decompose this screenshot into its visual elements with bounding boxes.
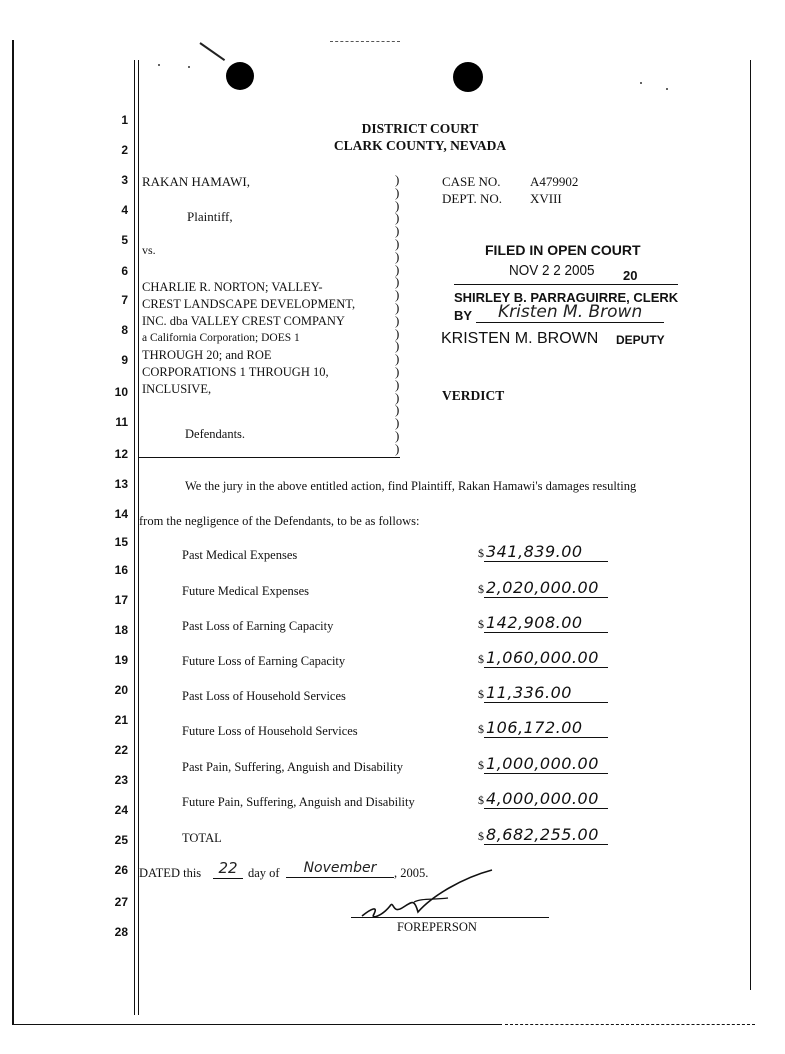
currency-symbol: $ (478, 793, 484, 807)
line-number: 2 (121, 143, 128, 157)
damage-amount-value: 2,020,000.00 (484, 578, 608, 598)
punch-hole-left (226, 62, 254, 90)
scan-dot (640, 82, 642, 84)
foreperson-line (351, 917, 549, 918)
line-number: 13 (114, 477, 128, 491)
plaintiff-name: RAKAN HAMAWI, (142, 174, 251, 189)
line-number: 15 (114, 535, 128, 549)
case-no-value: A479902 (530, 174, 579, 189)
line-number: 4 (121, 203, 128, 217)
currency-symbol: $ (478, 617, 484, 631)
top-scan-line (330, 41, 400, 43)
line-number: 8 (121, 323, 128, 337)
foreperson-label: FOREPERSON (397, 920, 477, 934)
dated-day (213, 859, 243, 879)
defendant-line: CHARLIE R. NORTON; VALLEY- (142, 280, 323, 294)
filed-stamp-title: FILED IN OPEN COURT (485, 242, 641, 258)
currency-symbol: $ (478, 582, 484, 596)
dated-year: , 2005. (394, 866, 429, 880)
filed-stamp-by-line (476, 322, 664, 323)
filed-stamp-date: NOV 2 2 2005 (509, 262, 595, 279)
damage-label: Past Pain, Suffering, Anguish and Disability (182, 760, 403, 774)
defendant-line: INC. dba VALLEY CREST COMPANY (142, 314, 345, 328)
line-number: 3 (121, 173, 128, 187)
damage-amount-value: 4,000,000.00 (484, 789, 608, 809)
currency-symbol: $ (478, 652, 484, 666)
left-margin-rule-outer (12, 40, 14, 1025)
damage-amount (478, 578, 608, 598)
dated-day-of: day of (248, 866, 280, 880)
caption-bottom-rule (138, 457, 400, 458)
line-number: 10 (114, 385, 128, 399)
court-title: DISTRICT COURT (361, 121, 479, 136)
document-title: VERDICT (442, 388, 505, 403)
damage-label: Future Loss of Earning Capacity (182, 654, 346, 668)
filed-stamp-clerk: SHIRLEY B. PARRAGUIRRE, CLERK (454, 290, 679, 305)
punch-hole-right (453, 62, 483, 92)
line-number: 19 (114, 653, 128, 667)
currency-symbol: $ (478, 546, 484, 560)
damage-amount (478, 718, 608, 738)
line-number: 23 (114, 773, 128, 787)
defendant-line: CREST LANDSCAPE DEVELOPMENT, (142, 297, 356, 311)
right-margin-rule (750, 60, 751, 990)
scan-dot (158, 64, 160, 66)
line-number: 7 (121, 293, 128, 307)
line-number: 14 (114, 507, 128, 521)
damage-amount-value: 8,682,255.00 (484, 825, 608, 845)
caption-parentheses: ) ) ) ) ) ) ) ) ) ) ) ) ) ) ) ) ) ) ) ) ) ) (395, 172, 400, 456)
dated-month-value: November (303, 860, 377, 876)
court-county: CLARK COUNTY, NEVADA (333, 138, 507, 153)
damage-label: Future Pain, Suffering, Anguish and Disability (182, 795, 415, 809)
damage-label: Past Loss of Earning Capacity (182, 619, 334, 633)
bottom-rule-dashed (505, 1024, 755, 1026)
body-line-2: from the negligence of the Defendants, to be as follows: (139, 514, 420, 528)
line-number: 1 (121, 113, 128, 127)
damage-amount (478, 542, 608, 562)
damage-amount-value: 341,839.00 (484, 542, 608, 562)
line-number: 21 (114, 713, 128, 727)
body-line-1: We the jury in the above entitled action, find Plaintiff, Rakan Hamawi's damages resulting (185, 479, 637, 493)
damage-amount-value: 106,172.00 (484, 718, 608, 738)
filed-stamp-date-line (454, 284, 678, 285)
deputy-signature: Kristen M. Brown (498, 302, 643, 322)
scan-dot (666, 88, 668, 90)
line-number: 17 (114, 593, 128, 607)
currency-symbol: $ (478, 829, 484, 843)
dept-no-value: XVIII (530, 191, 562, 206)
currency-symbol: $ (478, 758, 484, 772)
filed-stamp-deputy-label: DEPUTY (616, 333, 665, 347)
dept-no-label: DEPT. NO. (442, 191, 503, 206)
defendant-line: CORPORATIONS 1 THROUGH 10, (142, 365, 329, 379)
line-number: 25 (114, 833, 128, 847)
damage-label: Future Loss of Household Services (182, 724, 358, 738)
plaintiff-role: Plaintiff, (187, 209, 233, 224)
filed-stamp-year: 20 (623, 268, 638, 283)
left-margin-rule-1 (134, 60, 135, 1015)
damage-label: Past Medical Expenses (182, 548, 298, 562)
line-number: 26 (114, 863, 128, 877)
line-number: 5 (121, 233, 128, 247)
damage-label: TOTAL (182, 831, 222, 845)
filed-stamp-deputy-name: KRISTEN M. BROWN (441, 330, 599, 347)
currency-symbol: $ (478, 687, 484, 701)
damage-amount (478, 825, 608, 845)
line-number: 20 (114, 683, 128, 697)
line-number: 11 (115, 415, 128, 429)
defendants-role: Defendants. (185, 427, 246, 441)
line-number: 18 (114, 623, 128, 637)
line-number: 12 (114, 447, 128, 461)
damage-amount (478, 683, 608, 703)
dated-day-value: 22 (218, 859, 238, 877)
filed-stamp-by-label: BY (454, 308, 473, 323)
currency-symbol: $ (478, 722, 484, 736)
damage-label: Future Medical Expenses (182, 584, 310, 598)
line-number: 16 (114, 563, 128, 577)
damage-amount-value: 1,000,000.00 (484, 754, 608, 774)
line-number: 28 (114, 925, 128, 939)
damage-amount-value: 1,060,000.00 (484, 648, 608, 668)
scan-mark (199, 42, 225, 61)
damage-label: Past Loss of Household Services (182, 689, 346, 703)
damage-amount-value: 142,908.00 (484, 613, 608, 633)
defendant-line: THROUGH 20; and ROE (142, 348, 272, 362)
line-number: 9 (121, 353, 128, 367)
foreperson-signature (352, 868, 502, 920)
case-no-label: CASE NO. (442, 174, 501, 189)
line-number: 22 (114, 743, 128, 757)
defendant-line: INCLUSIVE, (142, 382, 212, 396)
defendants-list (142, 279, 355, 398)
defendant-line: a California Corporation; DOES 1 (142, 332, 300, 344)
damage-amount-value: 11,336.00 (484, 683, 608, 703)
damage-amount (478, 754, 608, 774)
bottom-rule (12, 1024, 502, 1025)
line-number: 6 (121, 264, 128, 278)
versus: vs. (142, 243, 156, 257)
damage-amount (478, 789, 608, 809)
dated-prefix: DATED this (139, 866, 202, 880)
scan-dot (188, 66, 190, 68)
line-number: 27 (114, 895, 128, 909)
damage-amount (478, 613, 608, 633)
line-number: 24 (114, 803, 128, 817)
damage-amount (478, 648, 608, 668)
